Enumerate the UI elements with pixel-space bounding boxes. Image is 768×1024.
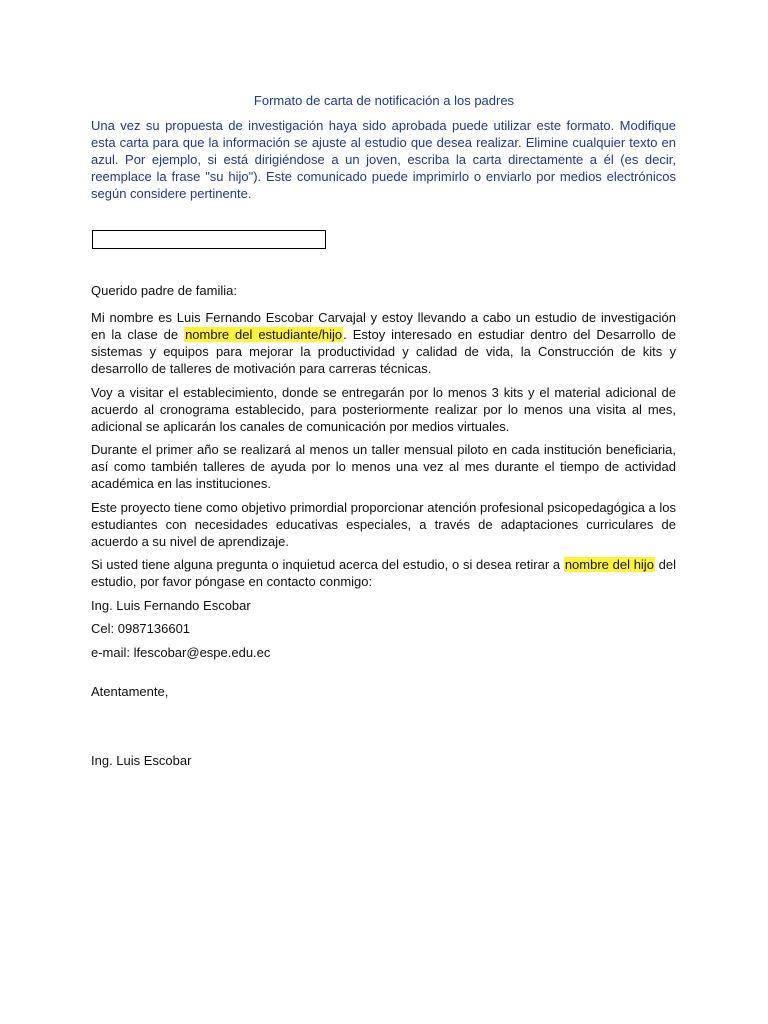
contact-phone: Cel: 0987136601 (91, 621, 191, 636)
paragraph-visit: Voy a visitar el establecimiento, donde se entregarán por lo menos 3 kits y el material adicional de acuerdo al cronograma establecido, para posteriormente realizar por lo menos una visita al mes, adicional se aplicarán los canales de comunicación por medios virtuales. (91, 384, 676, 434)
paragraph-intro (91, 309, 676, 377)
paragraph-objective: Este proyecto tiene como objetivo primordial proporcionar atención profesional psicopedagógica a los estudiantes con necesidades educativas especiales, a través de adaptaciones curriculares de acuerdo a su nivel de aprendizaje. (91, 499, 676, 549)
closing: Atentamente, (91, 684, 169, 699)
date-field-box (92, 230, 326, 249)
paragraph-intro-end: . Estoy interesado en estudiar dentro del Desarrollo de sistemas y equipos para mejorar la productividad y calidad de vida, la Construcción de kits y desarrollo de talleres de motivación para carreras técnicas. (91, 327, 676, 376)
paragraph-workshops: Durante el primer año se realizará al menos un taller mensual piloto en cada institución beneficiaria, así como también talleres de ayuda por lo menos una vez al mes durante el tiempo de actividad académica en las instituciones. (91, 442, 676, 491)
contact-name: Ing. Luis Fernando Escobar (91, 597, 251, 613)
salutation: Querido padre de familia: (91, 283, 237, 298)
student-name-placeholder: nombre del estudiante/hijo (185, 327, 343, 342)
letter-body (91, 282, 676, 667)
contact-email: e-mail: lfescobar@espe.edu.ec (91, 644, 271, 660)
child-name-placeholder: nombre del hijo (564, 557, 654, 572)
signature-name: Ing. Luis Escobar (91, 753, 192, 768)
paragraph-contact-end: del estudio, por favor póngase en contacto conmigo: (91, 557, 677, 589)
document-title: Formato de carta de notificación a los padres (253, 93, 515, 108)
paragraph-contact-start: Si usted tiene alguna pregunta o inquietud acerca del estudio, o si desea retirar a (91, 557, 564, 572)
paragraph-intro-start: Mi nombre es Luis Fernando Escobar Carvajal y estoy llevando a cabo un estudio de investigación en la clase de (91, 310, 676, 342)
instructions-paragraph: Una vez su propuesta de investigación haya sido aprobada puede utilizar este formato. Modifique esta carta para que la información se ajuste al estudio que desea realizar. Elimine cualquier texto en azul. Por ejemplo, si está dirigiéndose a un joven, escriba la carta directamente a él (es decir, reemplace la frase "su hijo"). Este comunicado puede imprimirlo o enviarlo por medios electrónicos según considere pertinente. (91, 118, 676, 201)
paragraph-contact (91, 556, 676, 590)
contact-block (91, 597, 676, 661)
